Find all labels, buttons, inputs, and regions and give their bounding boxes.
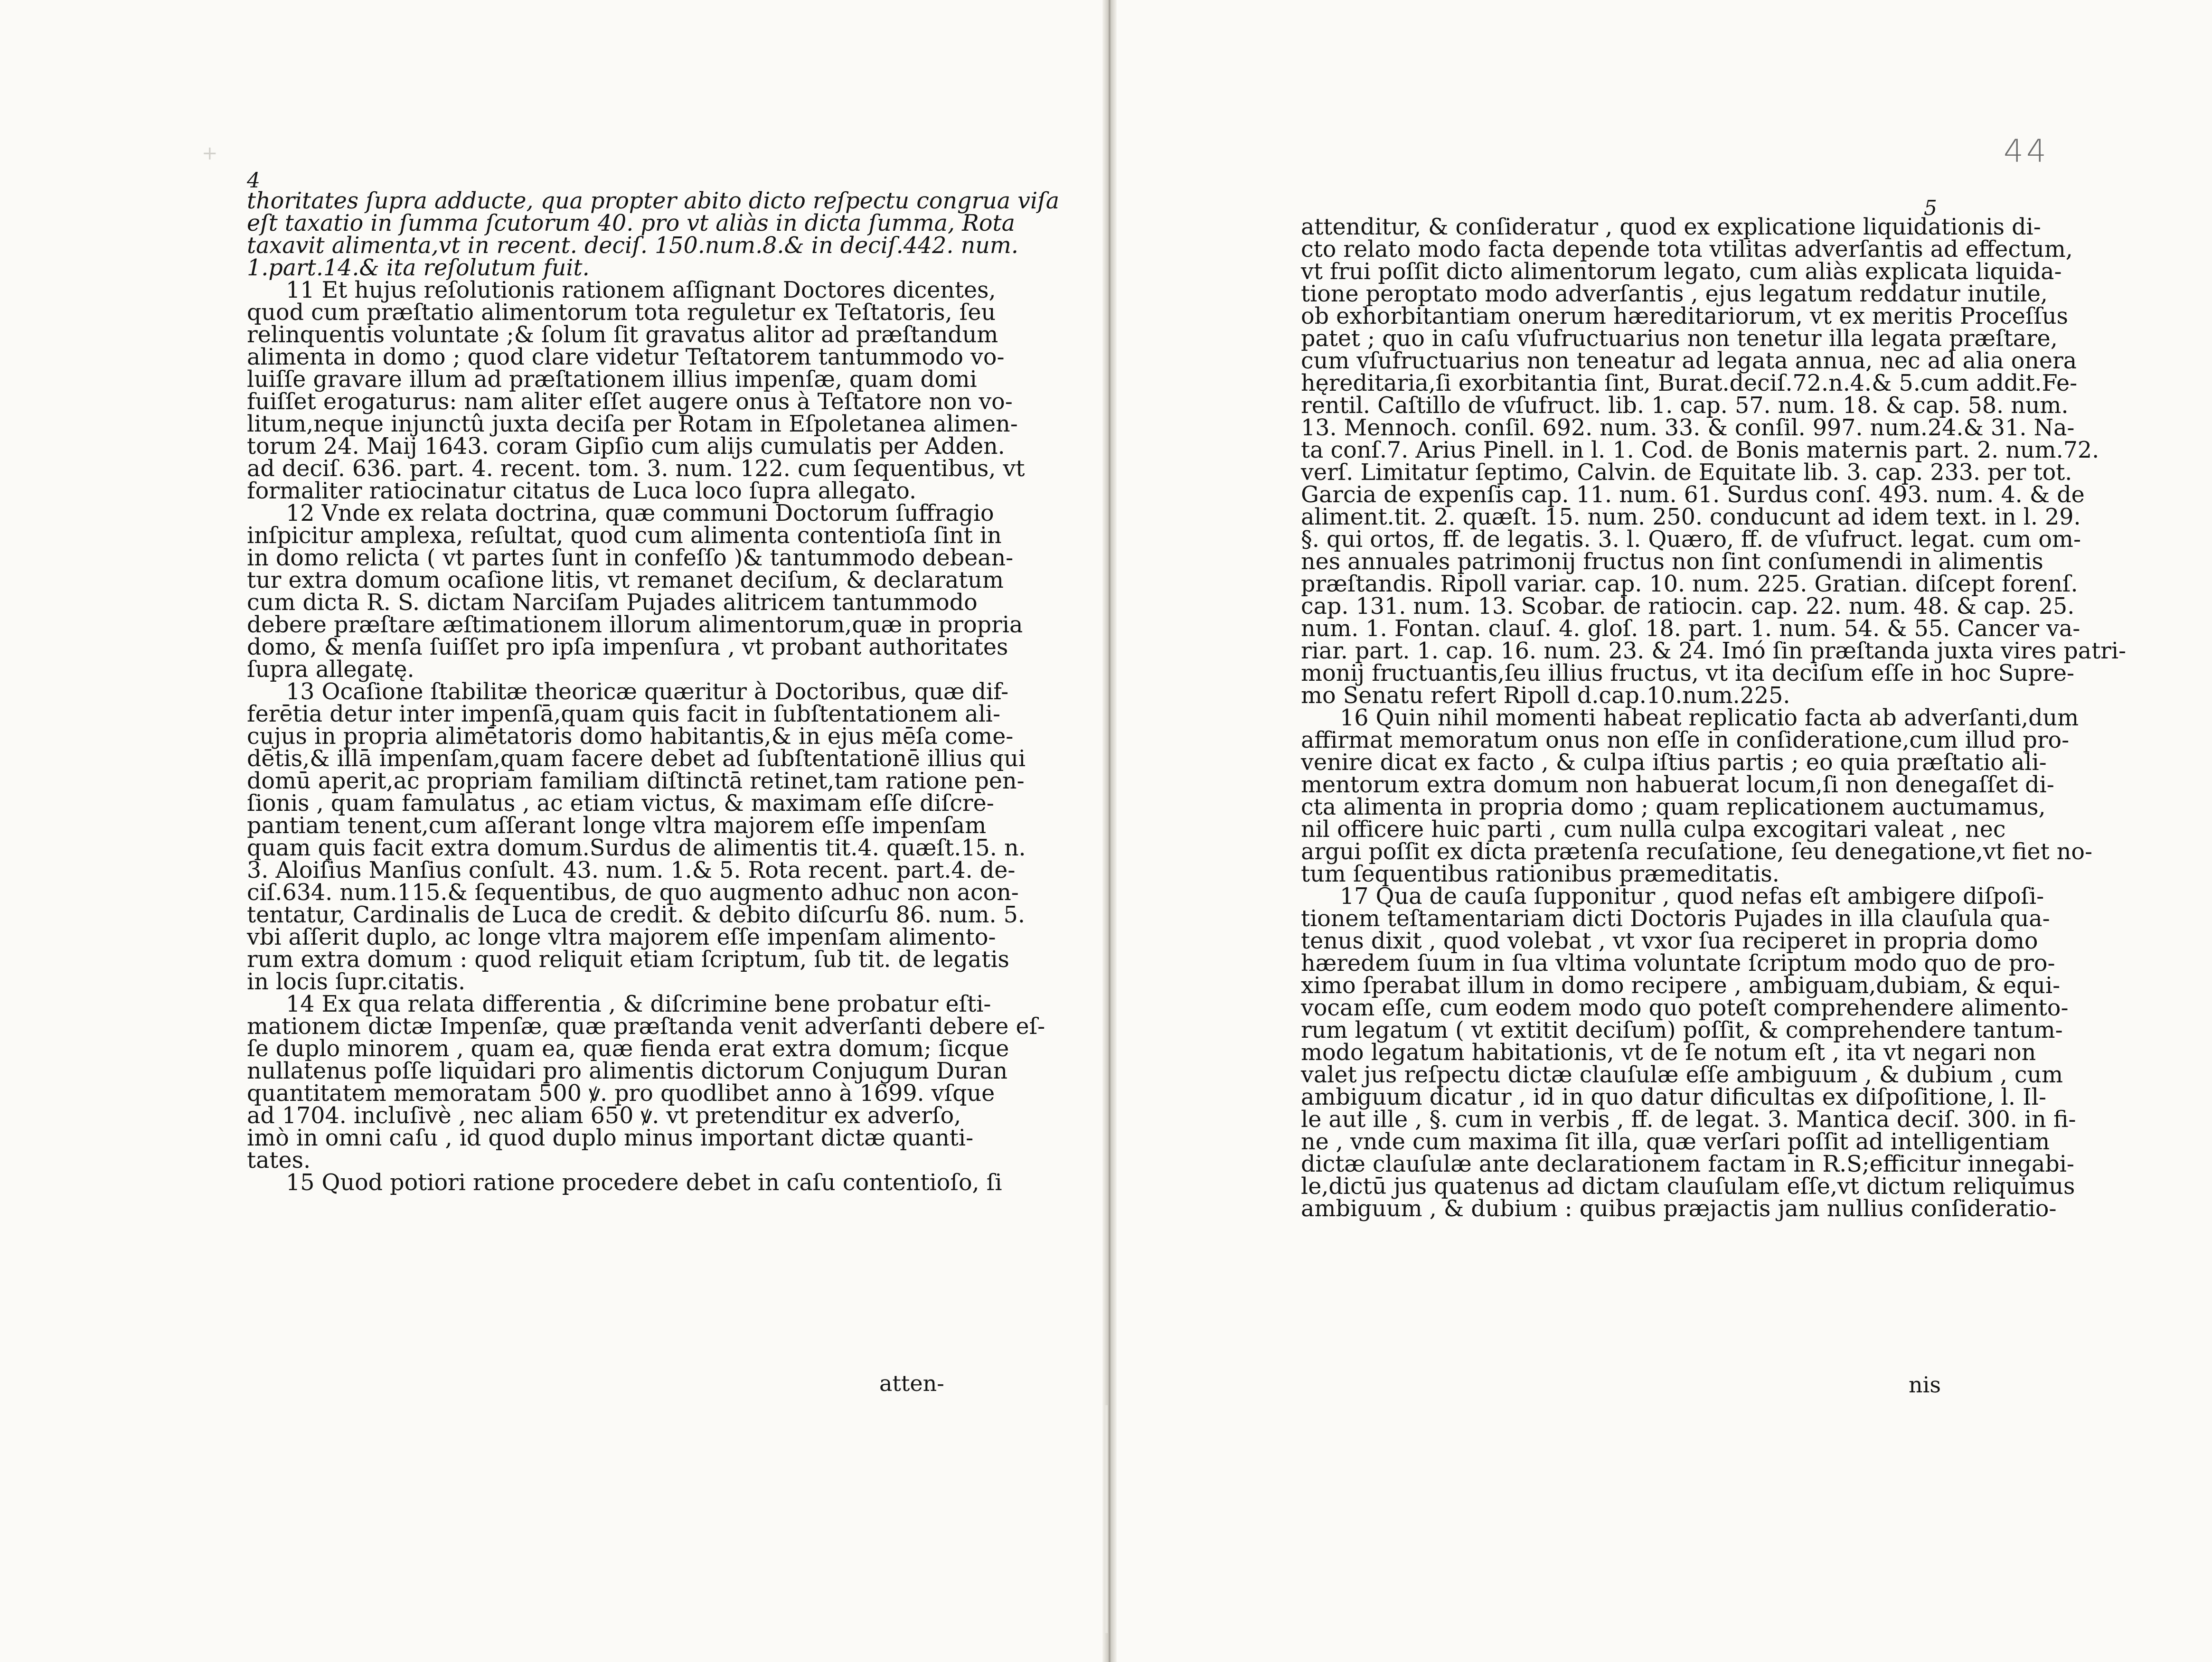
left-catchword: atten- — [879, 1371, 944, 1396]
text-line: 1.part.14.& ita reſolutum fuit. — [247, 255, 590, 281]
text-line: hęreditaria,ſi exorbitantia ſint, Burat.deciſ.72.n.4.& 5.cum addit.Fe- — [1301, 370, 2078, 396]
text-line: quantitatem memoratam 500 ꝟ. pro quodlibet anno à 1699. vſque — [247, 1080, 995, 1107]
right-catchword: nis — [1909, 1372, 1941, 1398]
text-line: mo Senatu refert Ripoll d.cap.10.num.225. — [1301, 683, 1790, 709]
text-line: alimenta in domo ; quod clare videtur Teſtatorem tantummodo vo- — [247, 344, 1005, 370]
text-line: ambiguum , & dubium : quibus præjactis jam nullius conſideratio- — [1301, 1196, 2057, 1222]
text-line: pantiam tenent,cum aſſerant longe vltra majorem eſſe impenſam — [247, 813, 987, 839]
text-line: attenditur, & conſideratur , quod ex explicatione liquidationis di- — [1301, 214, 2041, 240]
text-line: ſe duplo minorem , quam ea, quæ fienda erat extra domum; ſicque — [247, 1036, 1009, 1062]
right-page-number: 5 — [1924, 196, 1937, 220]
text-line: tum ſequentibus rationibus præmeditatis. — [1301, 861, 1779, 887]
text-line: præſtandis. Ripoll variar. cap. 10. num. 225. Gratian. diſcept forenſ. — [1301, 571, 2078, 597]
text-line: cum vſufructuarius non teneatur ad legata annua, nec ad alia onera — [1301, 348, 2077, 374]
text-line: formaliter ratiocinatur citatus de Luca loco ſupra allegato. — [247, 478, 917, 504]
text-line: aliment.tit. 2. quæſt. 15. num. 250. conducunt ad idem text. in l. 29. — [1301, 504, 2081, 530]
text-line: quod cum præſtatio alimentorum tota reguletur ex Teſtatoris, ſeu — [247, 300, 996, 326]
left-page-number: 4 — [247, 169, 260, 193]
text-line: thoritates ſupra adducte, qua propter abito dicto reſpectu congrua viſa — [247, 188, 1060, 214]
text-line: tione peroptato modo adverſantis , ejus legatum reddatur inutile, — [1301, 281, 2048, 307]
text-line: taxavit alimenta,vt in recent. deciſ. 150.num.8.& in deciſ.442. num. — [247, 233, 1018, 259]
text-line: hæredem ſuum in ſua vltima voluntate ſcriptum modo quo de pro- — [1301, 950, 2055, 977]
text-line: torum 24. Maij 1643. coram Gipſio cum alijs cumulatis per Adden. — [247, 433, 1005, 460]
text-line: 11 Et hujus reſolutionis rationem aſſignant Doctores dicentes, — [286, 277, 996, 303]
text-line: ſupra allegatę. — [247, 657, 414, 683]
text-line: patet ; quo in caſu vſufructuarius non tenetur illa legata præſtare, — [1301, 326, 2058, 352]
text-line: domū aperit,ac propriam familiam diſtinctā retinet,tam ratione pen- — [247, 768, 1025, 794]
handwritten-folio-number: 44 — [2004, 133, 2049, 169]
text-line: vt frui poſſit dicto alimentorum legato, cum aliàs explicata liquida- — [1301, 259, 2062, 285]
text-line: quam quis facit extra domum.Surdus de alimentis tit.4. quæſt.15. n. — [247, 835, 1026, 861]
text-line: ciſ.634. num.115.& ſequentibus, de quo augmento adhuc non acon- — [247, 880, 1019, 906]
text-line: tenus dixit , quod volebat , vt vxor ſua reciperet in propria domo — [1301, 928, 2038, 954]
text-line: 13. Mennoch. conſil. 692. num. 33. & conſil. 997. num.24.& 31. Na- — [1301, 415, 2075, 441]
text-line: mentorum extra domum non habuerat locum,ſi non denegaſſet di- — [1301, 772, 2054, 798]
text-line: nil officere huic parti , cum nulla culpa excogitari valeat , nec — [1301, 817, 2006, 843]
text-line: nullatenus poſſe liquidari pro alimentis dictorum Conjugum Duran — [247, 1058, 1008, 1084]
text-line: tur extra domum ocaſione litis, vt remanet deciſum, & declaratum — [247, 567, 1004, 593]
text-line: le,dictū jus quatenus ad dictam clauſulam eſſe,vt dictum reliquimus — [1301, 1174, 2075, 1200]
text-line: dictæ clauſulæ ante declarationem factam in R.S;efficitur innegabi- — [1301, 1151, 2074, 1177]
text-line: valet jus reſpectu dictæ clauſulæ eſſe ambiguum , & dubium , cum — [1301, 1062, 2063, 1088]
text-line: domo, & menſa ſuiſſet pro ipſa impenſura , vt probant authoritates — [247, 634, 1008, 660]
text-line: monij fructuantis,ſeu illius fructus, vt ita deciſum eſſe in hoc Supre- — [1301, 660, 2075, 686]
text-line: vbi aſſerit duplo, ac longe vltra majorem eſſe impenſam alimento- — [247, 924, 996, 950]
text-line: cap. 131. num. 13. Scobar. de ratiocin. cap. 22. num. 48. & cap. 25. — [1301, 593, 2075, 620]
text-line: 3. Aloiſius Manſius conſult. 43. num. 1.& 5. Rota recent. part.4. de- — [247, 857, 1016, 883]
text-line: inſpicitur amplexa, reſultat, quod cum alimenta contentioſa ſint in — [247, 523, 1002, 549]
text-line: num. 1. Fontan. clauſ. 4. gloſ. 18. part. 1. num. 54. & 55. Cancer va- — [1301, 616, 2080, 642]
text-line: in domo relicta ( vt partes ſunt in confeſſo )& tantummodo debean- — [247, 545, 1014, 571]
text-line: tionem teſtamentariam dicti Doctoris Pujades in illa clauſula qua- — [1301, 906, 2050, 932]
text-line: modo legatum habitationis, vt de ſe notum eſt , ita vt negari non — [1301, 1040, 2036, 1066]
text-line: Garcia de expenſis cap. 11. num. 61. Surdus conſ. 493. num. 4. & de — [1301, 482, 2085, 508]
text-line: imò in omni caſu , id quod duplo minus important dictæ quanti- — [247, 1125, 974, 1151]
text-line: luiſſe gravare illum ad præſtationem illius impenſæ, quam domi — [247, 366, 977, 393]
text-line: 16 Quin nihil momenti habeat replicatio facta ab adverſanti,dum — [1340, 705, 2079, 731]
text-line: affirmat memoratum onus non eſſe in conſideratione,cum illud pro- — [1301, 727, 2070, 753]
text-line: ambiguum dicatur , id in quo datur dificultas ex diſpoſitione, l. Il- — [1301, 1084, 2047, 1110]
text-line: 17 Qua de cauſa ſupponitur , quod nefas eſt ambigere diſpoſi- — [1340, 883, 2044, 910]
text-line: cujus in propria alimētatoris domo habitantis,& in ejus mēſa come- — [247, 723, 1014, 750]
text-line: rum extra domum : quod reliquit etiam ſcriptum, ſub tit. de legatis — [247, 947, 1009, 973]
text-line: ta conſ.7. Arius Pinell. in l. 1. Cod. de Bonis maternis part. 2. num.72. — [1301, 437, 2099, 463]
text-line: argui poſſit ex dicta prætenſa recuſatione, ſeu denegatione,vt fiet no- — [1301, 839, 2093, 865]
left-text-column — [247, 188, 1060, 1196]
text-line: dētis,& illā impenſam,quam facere debet ad ſubſtentationē illius qui — [247, 746, 1026, 772]
text-line: ad 1704. incluſivè , nec aliam 650 ꝟ. vt pretenditur ex adverſo, — [247, 1103, 961, 1129]
text-line: tentatur, Cardinalis de Luca de credit. & debito diſcurſu 86. num. 5. — [247, 902, 1026, 928]
text-line: riar. part. 1. cap. 16. num. 23. & 24. Imó ſin præſtanda juxta vires patri- — [1301, 638, 2127, 664]
text-line: mationem dictæ Impenſæ, quæ præſtanda venit adverſanti debere eſ- — [247, 1014, 1045, 1040]
text-line: eſt taxatio in ſumma ſcutorum 40. pro vt aliàs in dicta ſumma, Rota — [247, 210, 1015, 236]
text-line: in locis ſupr.citatis. — [247, 969, 466, 995]
text-line: ximo ſperabat illum in domo recipere , ambiguam,dubiam, & equi- — [1301, 973, 2061, 999]
text-line: 14 Ex qua relata differentia , & diſcrimine bene probatur eſti- — [286, 991, 991, 1017]
text-line: ne , vnde cum maxima ſit illa, quæ verſari poſſit ad intelligentiam — [1301, 1129, 2050, 1155]
spine-strip — [1104, 1405, 1108, 1633]
right-text-column — [1301, 214, 2127, 1222]
text-line: le aut ille , §. cum in verbis , ff. de legat. 3. Mantica deciſ. 300. in fi- — [1301, 1107, 2076, 1133]
bleed-through-mark: + — [202, 142, 218, 164]
text-line: relinquentis voluntate ;& ſolum ſit gravatus alitor ad præſtandum — [247, 322, 998, 348]
text-line: litum,neque injunctû juxta deciſa per Rotam in Eſpoletanea alimen- — [247, 411, 1018, 437]
text-line: 12 Vnde ex relata doctrina, quæ communi Doctorum ſuffragio — [286, 500, 994, 526]
text-line: §. qui ortos, ff. de legatis. 3. l. Quæro, ff. de vſufruct. legat. cum om- — [1301, 526, 2081, 553]
text-line: venire dicat ex facto , & culpa iſtius partis ; eo quia præſtatio ali- — [1301, 750, 2047, 776]
text-line: fuiſſet erogaturus: nam aliter eſſet augere onus à Teſtatore non vo- — [247, 389, 1013, 415]
text-line: cta alimenta in propria domo ; quam replicationem auctumamus, — [1301, 794, 2046, 820]
text-line: 13 Ocaſione ſtabilitæ theoricæ quæritur à Doctoribus, quæ dif- — [286, 679, 1009, 705]
text-line: cto relato modo facta depende tota vtilitas adverſantis ad effectum, — [1301, 236, 2073, 263]
text-line: vocam eſſe, cum eodem modo quo poteſt comprehendere alimento- — [1301, 995, 2069, 1021]
text-line: verſ. Limitatur ſeptimo, Calvin. de Equitate lib. 3. cap. 233. per tot. — [1301, 460, 2072, 486]
text-line: nes annuales patrimonij fructus non ſint conſumendi in alimentis — [1301, 549, 2043, 575]
text-line: cum dicta R. S. dictam Narciſam Pujades alitricem tantummodo — [247, 590, 978, 616]
text-line: ob exhorbitantiam onerum hæreditariorum, vt ex meritis Proceſſus — [1301, 303, 2068, 329]
text-line: rum legatum ( vt extitit deciſum) poſſit, & comprehendere tantum- — [1301, 1017, 2063, 1043]
text-line: 15 Quod potiori ratione procedere debet in caſu contentioſo, ſi — [286, 1170, 1002, 1196]
text-line: ad deciſ. 636. part. 4. recent. tom. 3. num. 122. cum ſequentibus, vt — [247, 456, 1025, 482]
text-line: ſionis , quam famulatus , ac etiam victus, & maximam eſſe diſcre- — [247, 790, 994, 817]
text-line: tates. — [247, 1147, 311, 1174]
text-line: rentil. Caſtillo de vſufruct. lib. 1. cap. 57. num. 18. & cap. 58. num. — [1301, 393, 2069, 419]
text-line: debere præſtare æſtimationem illorum alimentorum,quæ in propria — [247, 612, 1023, 638]
text-line: ferētia detur inter impenſā,quam quis facit in ſubſtentationem ali- — [247, 701, 1001, 727]
